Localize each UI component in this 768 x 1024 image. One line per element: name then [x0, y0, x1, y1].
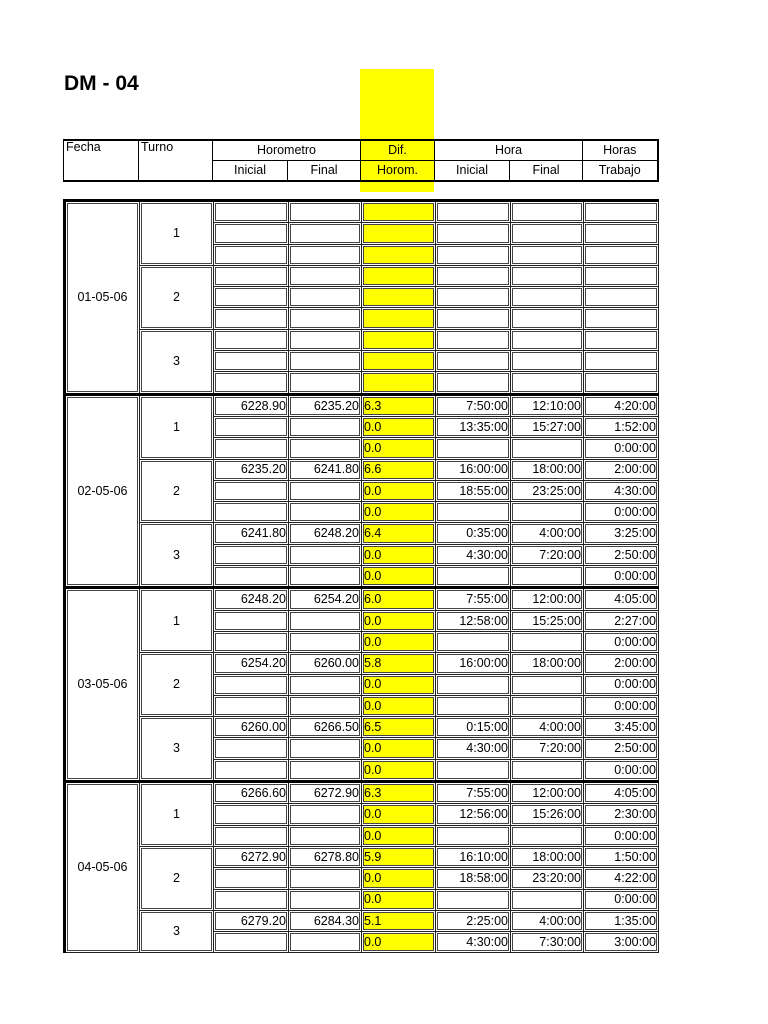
- hora-inicial-cell[interactable]: 18:55:00: [436, 480, 511, 501]
- horas-trabajo-cell[interactable]: 2:00:00: [584, 653, 659, 674]
- header-hora-final[interactable]: Final: [510, 161, 583, 182]
- hora-final-cell[interactable]: 23:25:00: [511, 480, 584, 501]
- table-row: [65, 329, 659, 350]
- horometro-final-cell[interactable]: [289, 438, 362, 459]
- hora-inicial-cell[interactable]: [436, 244, 511, 265]
- dif-horom-cell[interactable]: 0.0: [362, 804, 436, 825]
- table-row: [65, 717, 659, 738]
- hora-inicial-cell[interactable]: 4:30:00: [436, 932, 511, 953]
- header-turno[interactable]: Turno: [139, 140, 213, 181]
- dif-horom-cell[interactable]: 6.4: [362, 523, 436, 544]
- hora-final-cell[interactable]: [511, 438, 584, 459]
- horas-trabajo-cell[interactable]: 3:45:00: [584, 717, 659, 738]
- hora-final-cell[interactable]: [511, 889, 584, 910]
- horometro-final-cell[interactable]: [289, 759, 362, 781]
- turno-cell[interactable]: 2: [140, 459, 214, 523]
- dif-horom-cell[interactable]: 6.3: [362, 782, 436, 804]
- horometro-inicial-cell[interactable]: [214, 889, 289, 910]
- turno-cell[interactable]: 2: [140, 653, 214, 717]
- horas-trabajo-cell[interactable]: [584, 308, 659, 329]
- dif-horom-cell[interactable]: 0.0: [362, 868, 436, 889]
- hora-inicial-cell[interactable]: 12:56:00: [436, 804, 511, 825]
- hora-final-cell[interactable]: 12:10:00: [511, 394, 584, 416]
- horometro-inicial-cell[interactable]: [214, 244, 289, 265]
- horas-trabajo-cell[interactable]: [584, 372, 659, 394]
- turno-cell[interactable]: 3: [140, 910, 214, 953]
- dif-horom-cell[interactable]: 6.5: [362, 717, 436, 738]
- hora-inicial-cell[interactable]: [436, 566, 511, 588]
- horas-trabajo-cell[interactable]: 3:00:00: [584, 932, 659, 953]
- hora-inicial-cell[interactable]: [436, 674, 511, 695]
- hora-inicial-cell[interactable]: 16:00:00: [436, 653, 511, 674]
- header-horom[interactable]: Horom.: [361, 161, 435, 182]
- horometro-final-cell[interactable]: [289, 868, 362, 889]
- horometro-inicial-cell[interactable]: [214, 372, 289, 394]
- horas-trabajo-cell[interactable]: 0:00:00: [584, 695, 659, 716]
- dif-horom-cell[interactable]: 0.0: [362, 480, 436, 501]
- turno-cell[interactable]: 3: [140, 717, 214, 782]
- date-cell[interactable]: 03-05-06: [65, 588, 140, 782]
- date-cell[interactable]: 01-05-06: [65, 201, 140, 395]
- horometro-final-cell[interactable]: 6254.20: [289, 588, 362, 610]
- horometro-final-cell[interactable]: [289, 804, 362, 825]
- horometro-final-cell[interactable]: [289, 502, 362, 523]
- dif-horom-cell[interactable]: 0.0: [362, 438, 436, 459]
- hora-final-cell[interactable]: [511, 287, 584, 308]
- dif-horom-cell[interactable]: 6.0: [362, 588, 436, 610]
- hora-inicial-cell[interactable]: 0:35:00: [436, 523, 511, 544]
- hora-inicial-cell[interactable]: 7:50:00: [436, 394, 511, 416]
- hora-inicial-cell[interactable]: [436, 372, 511, 394]
- hora-inicial-cell[interactable]: [436, 759, 511, 781]
- turno-cell[interactable]: 3: [140, 329, 214, 394]
- hora-inicial-cell[interactable]: 18:58:00: [436, 868, 511, 889]
- dif-horom-cell[interactable]: 0.0: [362, 738, 436, 759]
- horas-trabajo-cell[interactable]: [584, 223, 659, 244]
- dif-horom-cell[interactable]: [362, 287, 436, 308]
- horometro-inicial-cell[interactable]: [214, 804, 289, 825]
- dif-horom-cell[interactable]: [362, 265, 436, 286]
- table-row: [65, 653, 659, 674]
- hora-final-cell[interactable]: [511, 329, 584, 350]
- turno-cell[interactable]: 1: [140, 782, 214, 847]
- hora-final-cell[interactable]: [511, 265, 584, 286]
- horas-trabajo-cell[interactable]: [584, 351, 659, 372]
- hora-final-cell[interactable]: [511, 201, 584, 223]
- horometro-final-cell[interactable]: [289, 932, 362, 953]
- horometro-inicial-cell[interactable]: [214, 738, 289, 759]
- horas-trabajo-cell[interactable]: 0:00:00: [584, 631, 659, 652]
- horas-trabajo-cell[interactable]: [584, 201, 659, 223]
- hora-final-cell[interactable]: 18:00:00: [511, 459, 584, 480]
- horometro-inicial-cell[interactable]: [214, 566, 289, 588]
- hora-inicial-cell[interactable]: [436, 825, 511, 846]
- horometro-final-cell[interactable]: [289, 566, 362, 588]
- horas-trabajo-cell[interactable]: 0:00:00: [584, 438, 659, 459]
- horas-trabajo-cell[interactable]: 4:22:00: [584, 868, 659, 889]
- dif-horom-cell[interactable]: 0.0: [362, 825, 436, 846]
- horometro-inicial-cell[interactable]: 6266.60: [214, 782, 289, 804]
- horometro-inicial-cell[interactable]: [214, 674, 289, 695]
- horometro-inicial-cell[interactable]: [214, 825, 289, 846]
- hora-inicial-cell[interactable]: 2:25:00: [436, 910, 511, 931]
- horometro-inicial-cell[interactable]: 6228.90: [214, 394, 289, 416]
- horometro-final-cell[interactable]: [289, 244, 362, 265]
- horometro-final-cell[interactable]: [289, 738, 362, 759]
- horometro-final-cell[interactable]: [289, 287, 362, 308]
- horas-trabajo-cell[interactable]: 2:30:00: [584, 804, 659, 825]
- shift-data-table: [63, 199, 659, 953]
- dif-horom-cell[interactable]: 6.3: [362, 394, 436, 416]
- hora-final-cell[interactable]: [511, 695, 584, 716]
- horas-trabajo-cell[interactable]: 0:00:00: [584, 502, 659, 523]
- horometro-inicial-cell[interactable]: [214, 868, 289, 889]
- sheet-title: DM - 04: [64, 72, 139, 95]
- hora-inicial-cell[interactable]: [436, 308, 511, 329]
- horometro-final-cell[interactable]: [289, 308, 362, 329]
- dif-horom-cell[interactable]: 5.8: [362, 653, 436, 674]
- dif-horom-cell[interactable]: 0.0: [362, 610, 436, 631]
- horas-trabajo-cell[interactable]: 3:25:00: [584, 523, 659, 544]
- hora-final-cell[interactable]: [511, 372, 584, 394]
- hora-final-cell[interactable]: [511, 566, 584, 588]
- hora-inicial-cell[interactable]: 16:10:00: [436, 846, 511, 867]
- table-row: [65, 394, 659, 416]
- horometro-final-cell[interactable]: [289, 223, 362, 244]
- hora-final-cell[interactable]: 12:00:00: [511, 588, 584, 610]
- horometro-final-cell[interactable]: [289, 825, 362, 846]
- hora-final-cell[interactable]: [511, 674, 584, 695]
- header-horas[interactable]: Horas: [583, 140, 658, 161]
- hora-final-cell[interactable]: 15:27:00: [511, 416, 584, 437]
- horometro-inicial-cell[interactable]: [214, 544, 289, 565]
- hora-final-cell[interactable]: 7:20:00: [511, 738, 584, 759]
- horometro-final-cell[interactable]: [289, 329, 362, 350]
- horometro-final-cell[interactable]: 6241.80: [289, 459, 362, 480]
- horometro-final-cell[interactable]: [289, 351, 362, 372]
- horometro-inicial-cell[interactable]: 6235.20: [214, 459, 289, 480]
- horometro-inicial-cell[interactable]: 6241.80: [214, 523, 289, 544]
- hora-inicial-cell[interactable]: 7:55:00: [436, 588, 511, 610]
- hora-inicial-cell[interactable]: [436, 351, 511, 372]
- horometro-final-cell[interactable]: [289, 265, 362, 286]
- hora-inicial-cell[interactable]: [436, 201, 511, 223]
- hora-final-cell[interactable]: 4:00:00: [511, 523, 584, 544]
- horometro-final-cell[interactable]: 6235.20: [289, 394, 362, 416]
- turno-cell[interactable]: 2: [140, 265, 214, 329]
- horas-trabajo-cell[interactable]: 1:35:00: [584, 910, 659, 931]
- hora-final-cell[interactable]: 18:00:00: [511, 846, 584, 867]
- hora-final-cell[interactable]: 4:00:00: [511, 717, 584, 738]
- dif-horom-cell[interactable]: [362, 329, 436, 350]
- header-hora[interactable]: Hora: [435, 140, 583, 161]
- header-horometro-inicial[interactable]: Inicial: [213, 161, 288, 182]
- hora-final-cell[interactable]: 18:00:00: [511, 653, 584, 674]
- horometro-inicial-cell[interactable]: 6272.90: [214, 846, 289, 867]
- hora-inicial-cell[interactable]: 7:55:00: [436, 782, 511, 804]
- horometro-inicial-cell[interactable]: [214, 631, 289, 652]
- horometro-inicial-cell[interactable]: [214, 329, 289, 350]
- horometro-final-cell[interactable]: [289, 372, 362, 394]
- hora-inicial-cell[interactable]: [436, 695, 511, 716]
- horas-trabajo-cell[interactable]: [584, 265, 659, 286]
- header-horometro[interactable]: Horometro: [213, 140, 361, 161]
- hora-inicial-cell[interactable]: [436, 502, 511, 523]
- hora-inicial-cell[interactable]: [436, 438, 511, 459]
- dif-horom-cell[interactable]: [362, 201, 436, 223]
- hora-inicial-cell[interactable]: 12:58:00: [436, 610, 511, 631]
- horometro-inicial-cell[interactable]: [214, 308, 289, 329]
- horometro-inicial-cell[interactable]: 6248.20: [214, 588, 289, 610]
- hora-final-cell[interactable]: 23:20:00: [511, 868, 584, 889]
- dif-horom-cell[interactable]: 0.0: [362, 674, 436, 695]
- horas-trabajo-cell[interactable]: 0:00:00: [584, 674, 659, 695]
- hora-inicial-cell[interactable]: [436, 329, 511, 350]
- turno-cell[interactable]: 2: [140, 846, 214, 910]
- hora-inicial-cell[interactable]: [436, 223, 511, 244]
- header-dif[interactable]: Dif.: [361, 140, 435, 161]
- table-row: [65, 265, 659, 286]
- horometro-inicial-cell[interactable]: [214, 502, 289, 523]
- header-horometro-final[interactable]: Final: [288, 161, 361, 182]
- dif-horom-cell[interactable]: 0.0: [362, 759, 436, 781]
- hora-final-cell[interactable]: 12:00:00: [511, 782, 584, 804]
- horometro-final-cell[interactable]: [289, 416, 362, 437]
- horas-trabajo-cell[interactable]: 2:50:00: [584, 544, 659, 565]
- table-row: [65, 846, 659, 867]
- header-trabajo[interactable]: Trabajo: [583, 161, 658, 182]
- table-row: [65, 523, 659, 544]
- hora-inicial-cell[interactable]: 0:15:00: [436, 717, 511, 738]
- hora-inicial-cell[interactable]: [436, 287, 511, 308]
- horas-trabajo-cell[interactable]: 4:05:00: [584, 588, 659, 610]
- horas-trabajo-cell[interactable]: 1:50:00: [584, 846, 659, 867]
- dif-horom-cell[interactable]: 0.0: [362, 544, 436, 565]
- dif-horom-cell[interactable]: 5.9: [362, 846, 436, 867]
- horometro-final-cell[interactable]: [289, 631, 362, 652]
- horas-trabajo-cell[interactable]: 0:00:00: [584, 566, 659, 588]
- dif-horom-cell[interactable]: 5.1: [362, 910, 436, 931]
- horas-trabajo-cell[interactable]: 2:50:00: [584, 738, 659, 759]
- hora-inicial-cell[interactable]: [436, 631, 511, 652]
- horometro-inicial-cell[interactable]: [214, 265, 289, 286]
- horometro-final-cell[interactable]: [289, 889, 362, 910]
- table-row: [65, 588, 659, 610]
- horas-trabajo-cell[interactable]: 4:20:00: [584, 394, 659, 416]
- horometro-inicial-cell[interactable]: [214, 416, 289, 437]
- horometro-inicial-cell[interactable]: [214, 480, 289, 501]
- horometro-final-cell[interactable]: [289, 544, 362, 565]
- dif-horom-cell[interactable]: 0.0: [362, 889, 436, 910]
- horometro-final-cell[interactable]: 6248.20: [289, 523, 362, 544]
- turno-cell[interactable]: 1: [140, 588, 214, 653]
- hora-final-cell[interactable]: 15:26:00: [511, 804, 584, 825]
- hora-inicial-cell[interactable]: 13:35:00: [436, 416, 511, 437]
- hora-final-cell[interactable]: [511, 825, 584, 846]
- horas-trabajo-cell[interactable]: 1:52:00: [584, 416, 659, 437]
- hora-final-cell[interactable]: [511, 244, 584, 265]
- horas-trabajo-cell[interactable]: 4:05:00: [584, 782, 659, 804]
- horometro-inicial-cell[interactable]: [214, 932, 289, 953]
- date-cell[interactable]: 02-05-06: [65, 394, 140, 588]
- column-header-table: [63, 139, 659, 182]
- dif-horom-cell[interactable]: [362, 223, 436, 244]
- hora-inicial-cell[interactable]: 4:30:00: [436, 738, 511, 759]
- dif-horom-cell[interactable]: 0.0: [362, 566, 436, 588]
- horometro-inicial-cell[interactable]: [214, 201, 289, 223]
- horometro-final-cell[interactable]: [289, 201, 362, 223]
- horometro-inicial-cell[interactable]: [214, 438, 289, 459]
- table-row: [65, 201, 659, 223]
- hora-inicial-cell[interactable]: [436, 265, 511, 286]
- horometro-inicial-cell[interactable]: 6279.20: [214, 910, 289, 931]
- horometro-final-cell[interactable]: 6260.00: [289, 653, 362, 674]
- hora-final-cell[interactable]: 15:25:00: [511, 610, 584, 631]
- horometro-inicial-cell[interactable]: 6254.20: [214, 653, 289, 674]
- horometro-inicial-cell[interactable]: [214, 351, 289, 372]
- hora-final-cell[interactable]: 7:30:00: [511, 932, 584, 953]
- header-hora-inicial[interactable]: Inicial: [435, 161, 510, 182]
- horometro-final-cell[interactable]: 6266.50: [289, 717, 362, 738]
- horas-trabajo-cell[interactable]: 2:27:00: [584, 610, 659, 631]
- horometro-final-cell[interactable]: [289, 695, 362, 716]
- hora-inicial-cell[interactable]: 16:00:00: [436, 459, 511, 480]
- horometro-inicial-cell[interactable]: [214, 223, 289, 244]
- horometro-final-cell[interactable]: 6272.90: [289, 782, 362, 804]
- horometro-inicial-cell[interactable]: [214, 759, 289, 781]
- horas-trabajo-cell[interactable]: [584, 329, 659, 350]
- table-row: [65, 910, 659, 931]
- hora-final-cell[interactable]: [511, 502, 584, 523]
- dif-horom-cell[interactable]: [362, 244, 436, 265]
- turno-cell[interactable]: 3: [140, 523, 214, 588]
- horas-trabajo-cell[interactable]: 2:00:00: [584, 459, 659, 480]
- hora-final-cell[interactable]: [511, 631, 584, 652]
- dif-horom-cell[interactable]: [362, 308, 436, 329]
- dif-horom-cell[interactable]: 0.0: [362, 502, 436, 523]
- horometro-final-cell[interactable]: [289, 610, 362, 631]
- table-row: [65, 782, 659, 804]
- dif-horom-cell[interactable]: 0.0: [362, 932, 436, 953]
- table-row: [65, 459, 659, 480]
- dif-horom-cell[interactable]: 0.0: [362, 695, 436, 716]
- horas-trabajo-cell[interactable]: 4:30:00: [584, 480, 659, 501]
- horometro-final-cell[interactable]: 6278.80: [289, 846, 362, 867]
- hora-final-cell[interactable]: [511, 759, 584, 781]
- dif-horom-cell[interactable]: 0.0: [362, 416, 436, 437]
- turno-cell[interactable]: 1: [140, 394, 214, 459]
- dif-horom-cell[interactable]: 0.0: [362, 631, 436, 652]
- dif-horom-cell[interactable]: 6.6: [362, 459, 436, 480]
- hora-inicial-cell[interactable]: 4:30:00: [436, 544, 511, 565]
- hora-final-cell[interactable]: [511, 308, 584, 329]
- horas-trabajo-cell[interactable]: [584, 244, 659, 265]
- horometro-inicial-cell[interactable]: [214, 287, 289, 308]
- horometro-inicial-cell[interactable]: [214, 695, 289, 716]
- horometro-final-cell[interactable]: [289, 480, 362, 501]
- horometro-final-cell[interactable]: [289, 674, 362, 695]
- hora-final-cell[interactable]: [511, 223, 584, 244]
- hora-final-cell[interactable]: 7:20:00: [511, 544, 584, 565]
- horas-trabajo-cell[interactable]: 0:00:00: [584, 889, 659, 910]
- header-fecha[interactable]: Fecha: [64, 140, 139, 181]
- turno-cell[interactable]: 1: [140, 201, 214, 266]
- horas-trabajo-cell[interactable]: 0:00:00: [584, 759, 659, 781]
- date-cell[interactable]: 04-05-06: [65, 782, 140, 953]
- horas-trabajo-cell[interactable]: 0:00:00: [584, 825, 659, 846]
- hora-final-cell[interactable]: [511, 351, 584, 372]
- horometro-final-cell[interactable]: 6284.30: [289, 910, 362, 931]
- dif-horom-cell[interactable]: [362, 351, 436, 372]
- horas-trabajo-cell[interactable]: [584, 287, 659, 308]
- hora-inicial-cell[interactable]: [436, 889, 511, 910]
- hora-final-cell[interactable]: 4:00:00: [511, 910, 584, 931]
- horometro-inicial-cell[interactable]: 6260.00: [214, 717, 289, 738]
- dif-horom-cell[interactable]: [362, 372, 436, 394]
- horometro-inicial-cell[interactable]: [214, 610, 289, 631]
